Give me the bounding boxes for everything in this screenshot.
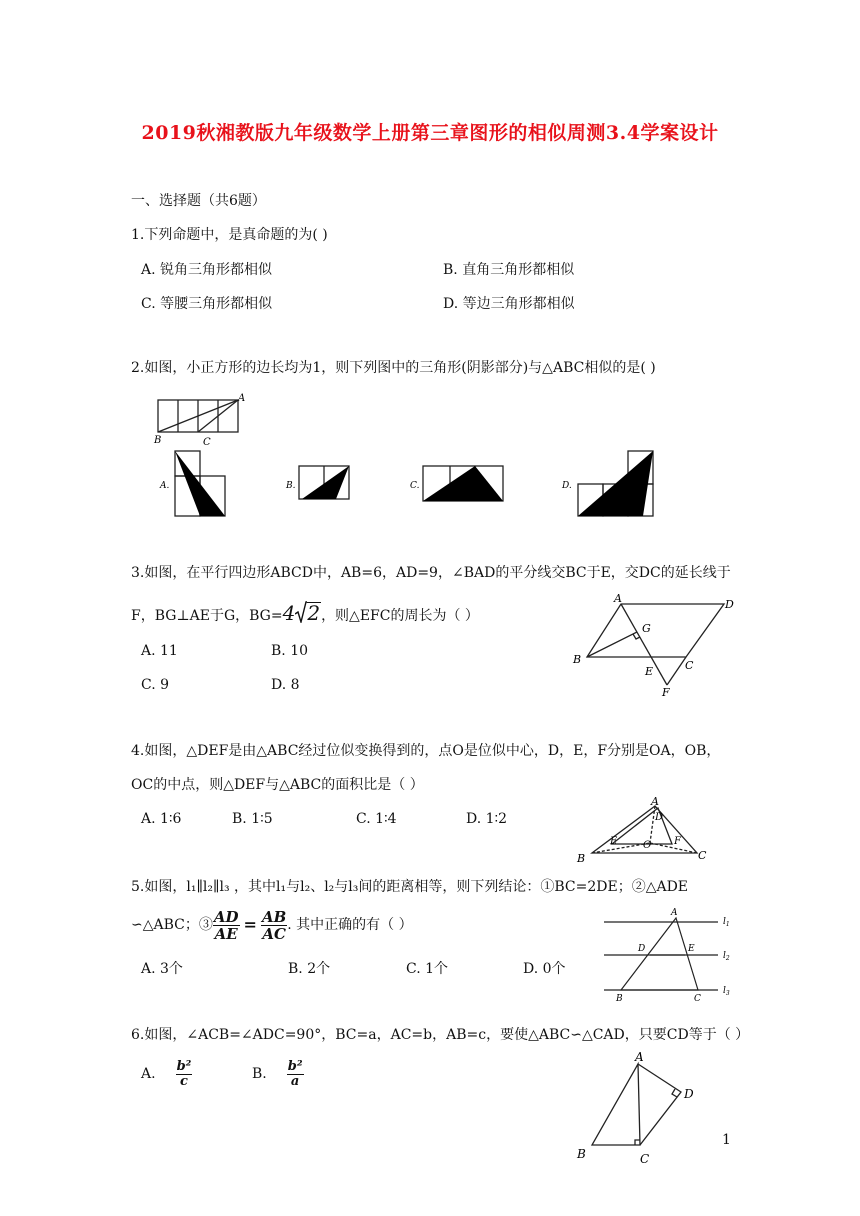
q6-option-b[interactable] <box>252 1058 304 1090</box>
label-b: B <box>573 653 582 666</box>
q3-stem-line1: 3.如图，在平行四边形ABCD中，AB=6，AD=9，∠BAD的平分线交BC于E，交DC的延长线于 <box>131 565 731 581</box>
label-a: A <box>671 908 678 918</box>
q5-option-d[interactable]: D. 0个 <box>523 961 566 977</box>
q5-line2-part-a: ∽△ABC；③ <box>131 917 213 933</box>
q5-line2-part-b: . 其中正确的有（ ） <box>287 917 413 933</box>
q3-line2-part-b: ，则△EFC的周长为（ ） <box>321 608 479 624</box>
label-e: E <box>645 665 654 678</box>
label-c: C <box>640 1152 650 1166</box>
q3-option-d[interactable]: D. 8 <box>271 677 300 693</box>
label-f: F <box>662 686 670 699</box>
q3-option-b[interactable]: B. 10 <box>271 643 309 659</box>
q4-option-c[interactable]: C. 1∶4 <box>356 811 397 827</box>
fraction-denominator: a <box>290 1073 300 1089</box>
q3-option-c[interactable]: C. 9 <box>141 677 170 693</box>
q2-figure-a[interactable] <box>159 451 225 516</box>
q5-stem-line2 <box>131 908 413 942</box>
label-l3: $l_3$ <box>723 986 730 997</box>
label-f: F <box>674 836 681 847</box>
label-b: B <box>577 1147 586 1161</box>
label-a: A <box>614 592 622 605</box>
label-a: A <box>238 393 246 404</box>
q1-option-d[interactable]: D. 等边三角形都相似 <box>443 296 575 312</box>
label-d: D <box>725 598 734 611</box>
q4-stem-line2: OC的中点，则△DEF与△ABC的面积比是（ ） <box>131 777 424 793</box>
sqrt-expression <box>283 601 321 623</box>
label-d: D <box>655 812 664 823</box>
label-e: E <box>610 836 618 847</box>
label-b: B <box>577 852 586 864</box>
fraction-numerator: AD <box>213 907 239 926</box>
label-b: B <box>616 994 623 1004</box>
label-d: D. <box>562 481 572 491</box>
fraction-denominator: AE <box>214 924 238 943</box>
q4-option-b[interactable]: B. 1∶5 <box>232 811 273 827</box>
label-c: C <box>203 437 211 448</box>
sqrt-coefficient: 4 <box>282 601 296 625</box>
q1-option-c[interactable]: C. 等腰三角形都相似 <box>141 296 273 312</box>
sqrt-radicand: 2 <box>307 601 321 625</box>
option-label: A. <box>141 1066 156 1082</box>
q5-option-b[interactable]: B. 2个 <box>288 961 331 977</box>
label-c: C. <box>410 481 420 491</box>
label-c: C <box>685 659 694 672</box>
equals-sign: = <box>243 915 257 934</box>
fraction-ab-ac <box>261 909 287 942</box>
label-a: A <box>651 796 659 808</box>
fraction-denominator: AC <box>262 924 286 943</box>
q3-figure-parallelogram <box>565 592 745 702</box>
label-l2: $l_2$ <box>723 951 730 962</box>
label-a: A <box>635 1050 644 1064</box>
label-b: B. <box>286 481 296 491</box>
fraction-b2-over-a <box>287 1060 304 1089</box>
page-title: 2019秋湘教版九年级数学上册第三章图形的相似周测3.4学案设计 <box>141 122 719 144</box>
q2-figure-c[interactable] <box>410 466 503 501</box>
radical-sign-icon <box>295 601 307 623</box>
q2-figure-d[interactable] <box>561 451 653 516</box>
q5-stem-line1: 5.如图，l₁∥l₂∥l₃ ，其中l₁与l₂、l₂与l₃间的距离相等，则下列结论：①BC=2DE；②△ADE <box>131 879 689 895</box>
label-b: B <box>154 435 162 446</box>
q5-option-a[interactable]: A. 3个 <box>141 961 183 977</box>
q1-option-b[interactable]: B. 直角三角形都相似 <box>443 262 575 278</box>
q2-stem: 2.如图，小正方形的边长均为1，则下列图中的三角形(阴影部分)与△ABC相似的是( ) <box>131 360 656 376</box>
label-e: E <box>688 944 695 954</box>
q3-option-a[interactable]: A. 11 <box>141 643 178 659</box>
fraction-numerator: b² <box>176 1058 192 1074</box>
q6-option-a[interactable] <box>141 1058 192 1090</box>
label-l1: $l_1$ <box>723 917 730 928</box>
fraction-numerator: AB <box>261 907 287 926</box>
q4-stem-line1: 4.如图，△DEF是由△ABC经过位似变换得到的，点O是位似中心，D，E，F分别是OA，OB， <box>131 743 721 759</box>
option-label: B. <box>252 1066 267 1082</box>
fraction-b2-over-c <box>176 1060 193 1089</box>
q5-option-c[interactable]: C. 1个 <box>406 961 449 977</box>
fraction-ad-ae <box>213 909 240 942</box>
page-number: 1 <box>722 1132 731 1148</box>
label-d: D <box>684 1087 694 1101</box>
label-g: G <box>642 622 651 635</box>
q3-stem-line2 <box>131 601 479 626</box>
label-d: D <box>638 944 646 954</box>
fraction-denominator: c <box>180 1073 188 1089</box>
q4-option-a[interactable]: A. 1∶6 <box>141 811 182 827</box>
q5-figure-parallel-lines <box>596 904 740 1004</box>
label-o: O <box>643 840 652 851</box>
fraction-numerator: b² <box>287 1058 303 1074</box>
q1-stem: 1.下列命题中，是真命题的为( ) <box>131 227 328 243</box>
q6-stem: 6.如图，∠ACB=∠ADC=90°，BC=a，AC=b，AB=c，要使△ABC∽△CAD，只要CD等于（ ） <box>131 1027 750 1043</box>
q6-figure-right-triangles <box>572 1050 702 1166</box>
q3-line2-part-a: F，BG⊥AE于G，BG= <box>131 608 283 624</box>
q2-figure-b[interactable] <box>285 466 349 499</box>
section-heading: 一、选择题（共6题） <box>131 193 266 209</box>
q2-option-figures <box>155 446 745 524</box>
label-c: C <box>698 849 707 862</box>
q4-figure-homothety <box>570 796 720 864</box>
label-a: A. <box>160 481 170 491</box>
label-c: C <box>694 994 701 1004</box>
q2-reference-figure <box>150 390 250 450</box>
q4-option-d[interactable]: D. 1∶2 <box>466 811 508 827</box>
q1-option-a[interactable]: A. 锐角三角形都相似 <box>141 262 273 278</box>
